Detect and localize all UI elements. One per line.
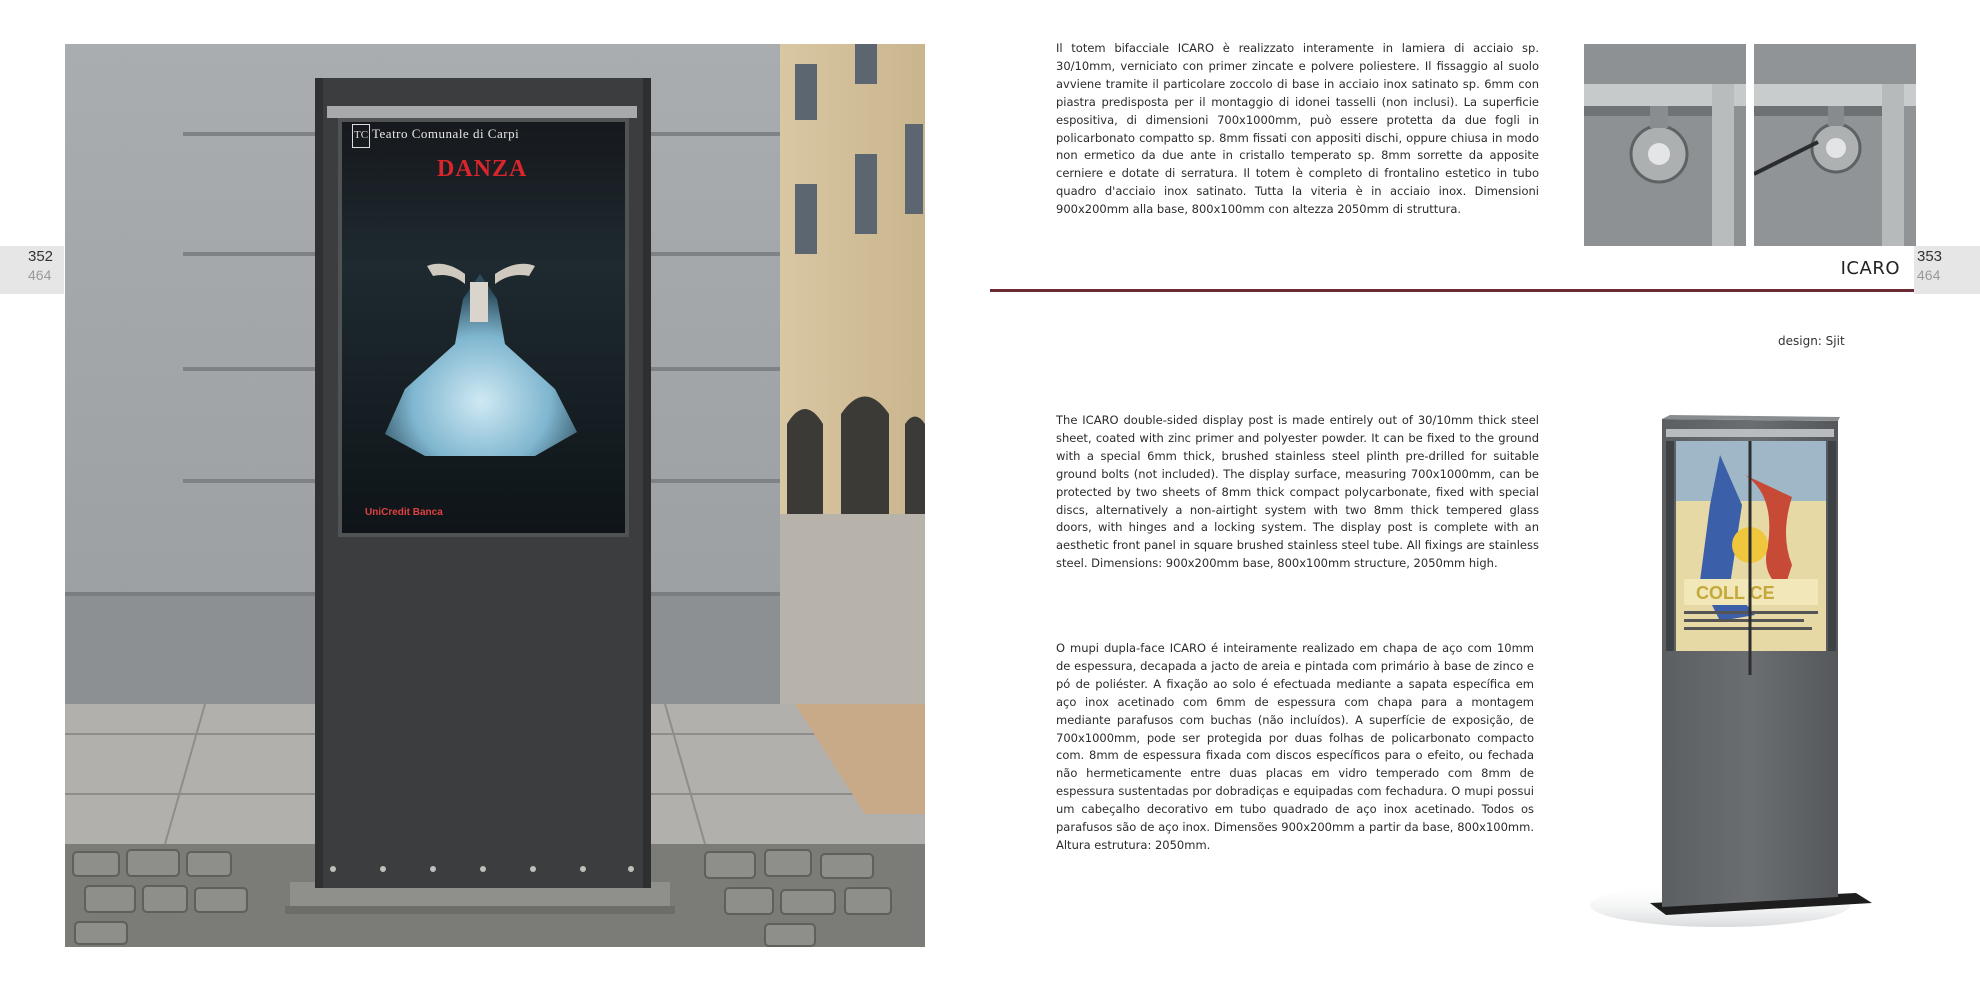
page-number-right [1914,246,1980,294]
page-number: 352 [28,248,54,265]
page-number: 353 [1917,248,1943,265]
poster-footer: UniCredit Banca [365,507,443,518]
description-portuguese [1056,640,1534,855]
poster-logo-mark: TC [352,124,370,148]
poster-title: DANZA [437,156,528,182]
designer-credit: design: Sjit [1778,334,1845,348]
poster-header: Teatro Comunale di Carpi [372,126,520,141]
detail-photo-disc-fixing [1584,44,1746,246]
page-total: 464 [28,267,52,283]
product-title: ICARO [1840,258,1900,279]
poster-word: COLL CE [1696,583,1775,603]
detail-photo-hinge [1754,44,1916,246]
description-english [1056,412,1539,573]
title-divider [990,289,1914,292]
product-photo [1570,385,1902,947]
description-portuguese-text: O mupi dupla-face ICARO é inteiramente realizado em chapa de aço com 10mm de espessura, decapada a jacto de areia e pintada com primário à base de zinco e pó de poliéster. A fixação ao solo é efectuada mediante a sapata específica em aço inox acetinado com 6mm de espessura com chapa para a montagem mediante parafusos com buchas (não incluídos). A superfície de exposição, de 700x1000mm, pode ser protegida por duas folhas de policarbonato compacto com. 8mm de espessura fixada com discos específicos para o efeito, ou fechada não hermeticamente entre duas placas em vidro temperado com 8mm de espessura sustentadas por dobradiças e equipadas com fechadura. O mupi possui um cabeçalho decorativo em tubo quadrado de aço inox acetinado. Todos os parafusos são de aço inox. Dimensões 900x200mm a partir da base, 800x100mm. Altura estrutura: 2050mm. [1056,641,1534,852]
description-italian-text: Il totem bifacciale ICARO è realizzato interamente in lamiera di acciaio sp. 30/10mm, verniciato con primer zincate e polvere poliestere. Il fissaggio al suolo avviene tramite il particolare zoccolo di base in acciaio inox satinato sp. 6mm con piastra predisposta per il montaggio di idonei tasselli (non inclusi). La superficie espositiva, di dimensioni 700x1000mm, può essere protetta da due fogli in policarbonato compatto sp. 8mm fissati con appositi dischi, oppure chiusa in modo non ermetico da due ante in cristallo temperato sp. 8mm sorrette da apposite cerniere e dotate di serratura. Il totem è completo di frontalino estetico in tubo quadro d'acciaio inox satinato. Tutta la viteria è in acciaio inox. Dimensioni 900x200mm alla base, 800x100mm con altezza 2050mm di struttura. [1056,41,1539,217]
description-italian [1056,40,1539,219]
street-photo [65,44,925,947]
page-number-left [0,246,64,294]
description-english-text: The ICARO double-sided display post is made entirely out of 30/10mm thick steel sheet, coated with zinc primer and polyester powder. It can be fixed to the ground with a special 6mm thick, brushed stainless steel plinth pre-drilled for suitable ground bolts (not included). The display surface, measuring 700x1000mm, can be protected by two sheets of 8mm thick compact polycarbonate, fixed with special discs, alternatively a non-airtight system with two 8mm thick tempered glass doors, with hinges and a locking system. The display post is complete with an aesthetic front panel in square brushed stainless steel tube. All fixings are stainless steel. Dimensions: 900x200mm base, 800x100mm structure, 2050mm high. [1056,413,1539,571]
page-total: 464 [1917,267,1941,283]
